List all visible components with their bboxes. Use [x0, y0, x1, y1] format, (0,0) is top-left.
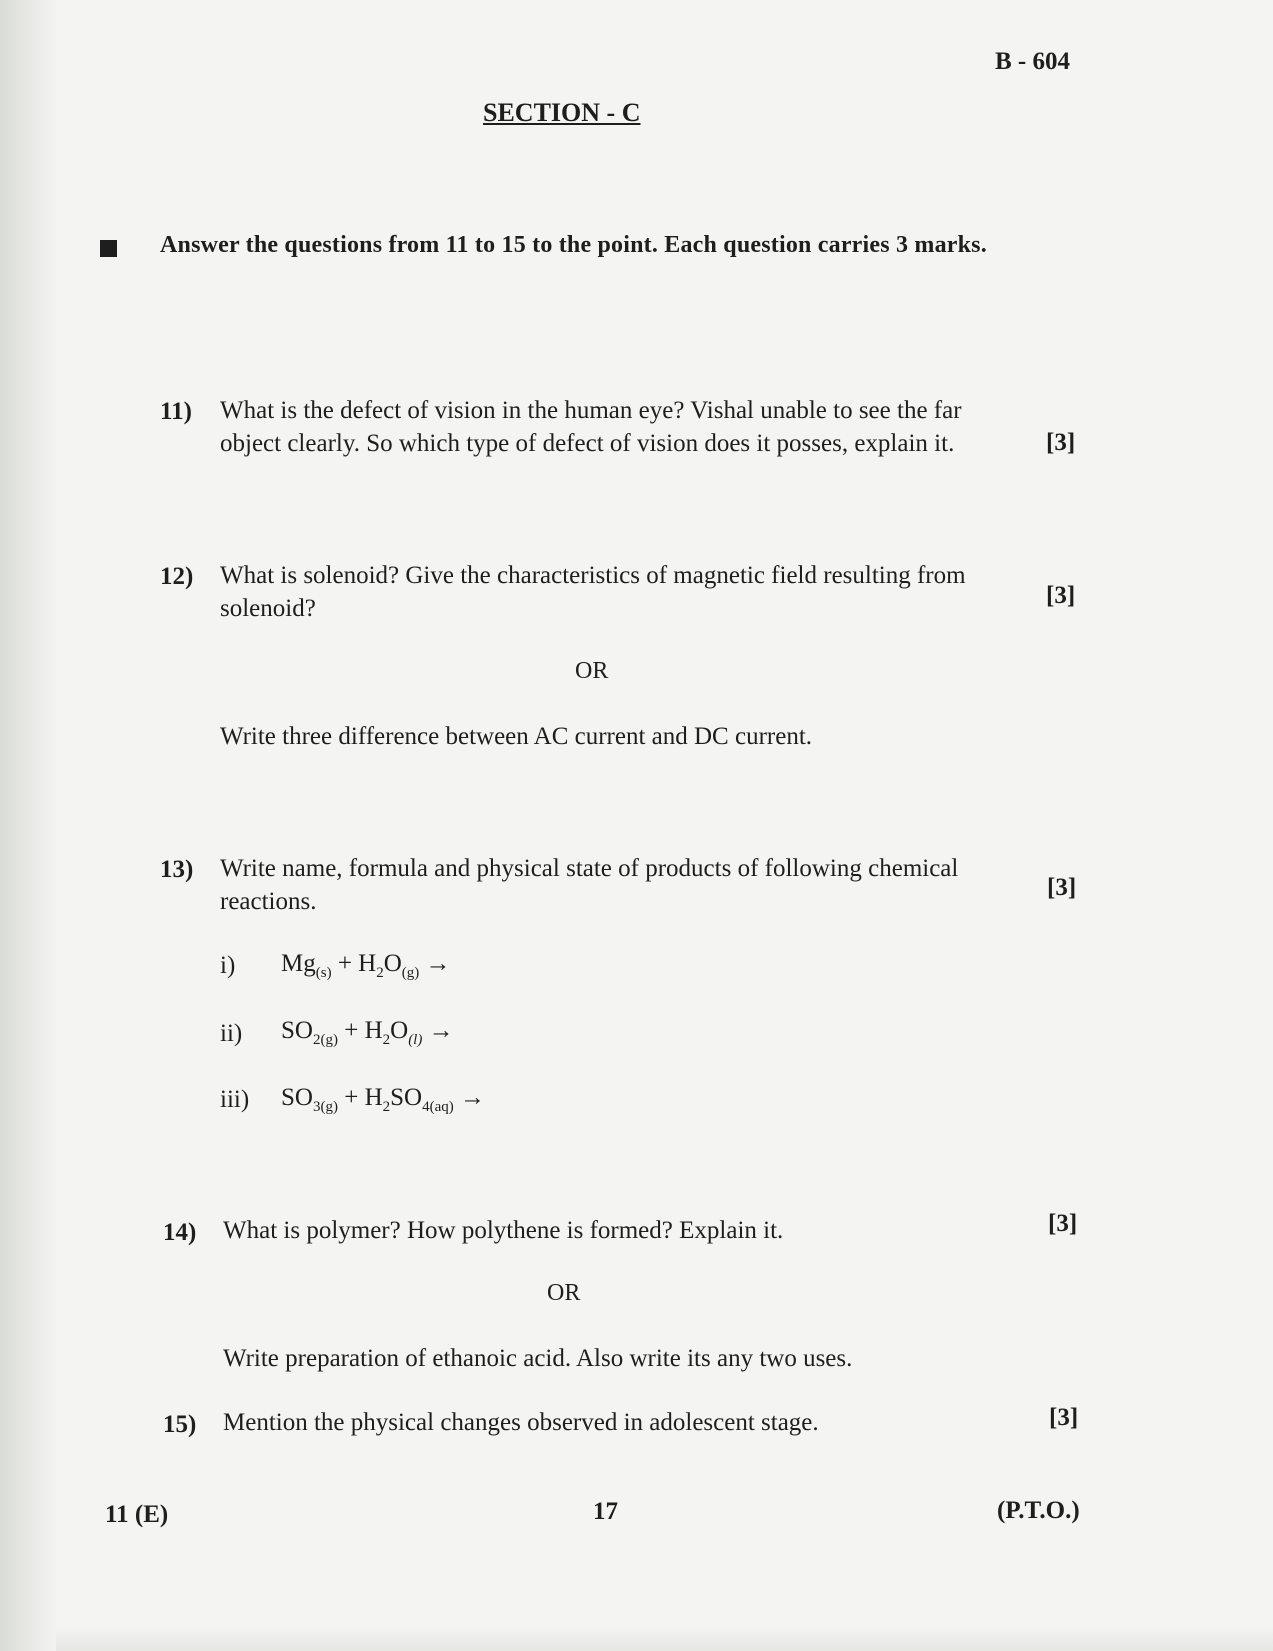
question-12-number: 12) [160, 563, 194, 590]
question-12-marks: [3] [1046, 582, 1076, 609]
question-13-marks: [3] [1047, 874, 1077, 901]
question-13-number: 13) [160, 856, 194, 883]
scan-bottom-edge [56, 1626, 1273, 1651]
question-15-marks: [3] [1049, 1404, 1079, 1431]
question-12-alternative: Write three difference between AC current and DC current. [220, 723, 813, 750]
instruction-text: Answer the questions from 11 to 15 to the point. Each question carries 3 marks. [160, 232, 987, 258]
equation-1: $Mg_{(s)} + H_2O_{(g)}$ → [281, 950, 451, 981]
equation-3: $SO_{3(g)} + H_2SO_{4(aq)}$ → [281, 1084, 485, 1115]
question-12-or: OR [575, 658, 609, 684]
question-14-marks: [3] [1048, 1210, 1078, 1237]
footer-pto: (P.T.O.) [997, 1497, 1080, 1524]
question-14-or: OR [547, 1280, 581, 1306]
question-11-marks: [3] [1046, 429, 1076, 456]
question-13-text: Write name, formula and physical state of products of following chemical reactions. [220, 855, 959, 915]
question-11-number: 11) [160, 398, 192, 425]
question-14-alternative: Write preparation of ethanoic acid. Also write its any two uses. [223, 1345, 853, 1372]
question-15-number: 15) [163, 1411, 197, 1438]
question-14-number: 14) [163, 1219, 197, 1246]
question-14-text: What is polymer? How polythene is formed? Explain it. [223, 1217, 784, 1244]
bullet-square-icon [100, 240, 117, 257]
question-15-text: Mention the physical changes observed in adolescent stage. [223, 1409, 819, 1436]
equation-3-label: iii) [220, 1086, 250, 1113]
section-title: SECTION - C [483, 98, 641, 127]
paper-code: B - 604 [995, 48, 1070, 75]
question-11-text: What is the defect of vision in the human eye? Vishal unable to see the far object clearly. So which type of defect of vision does it posses, explain it. [220, 397, 962, 457]
equation-2: $SO_{2(g)} + H_2O_{(l)}$ → [281, 1017, 454, 1048]
equation-1-label: i) [220, 952, 236, 979]
question-12-text: What is solenoid? Give the characteristics of magnetic field resulting from solenoid? [220, 562, 966, 622]
equation-2-label: ii) [220, 1020, 243, 1047]
footer-left: 11 (E) [105, 1501, 169, 1528]
scan-shadow-edge [0, 0, 58, 1651]
page-number: 17 [593, 1498, 618, 1525]
